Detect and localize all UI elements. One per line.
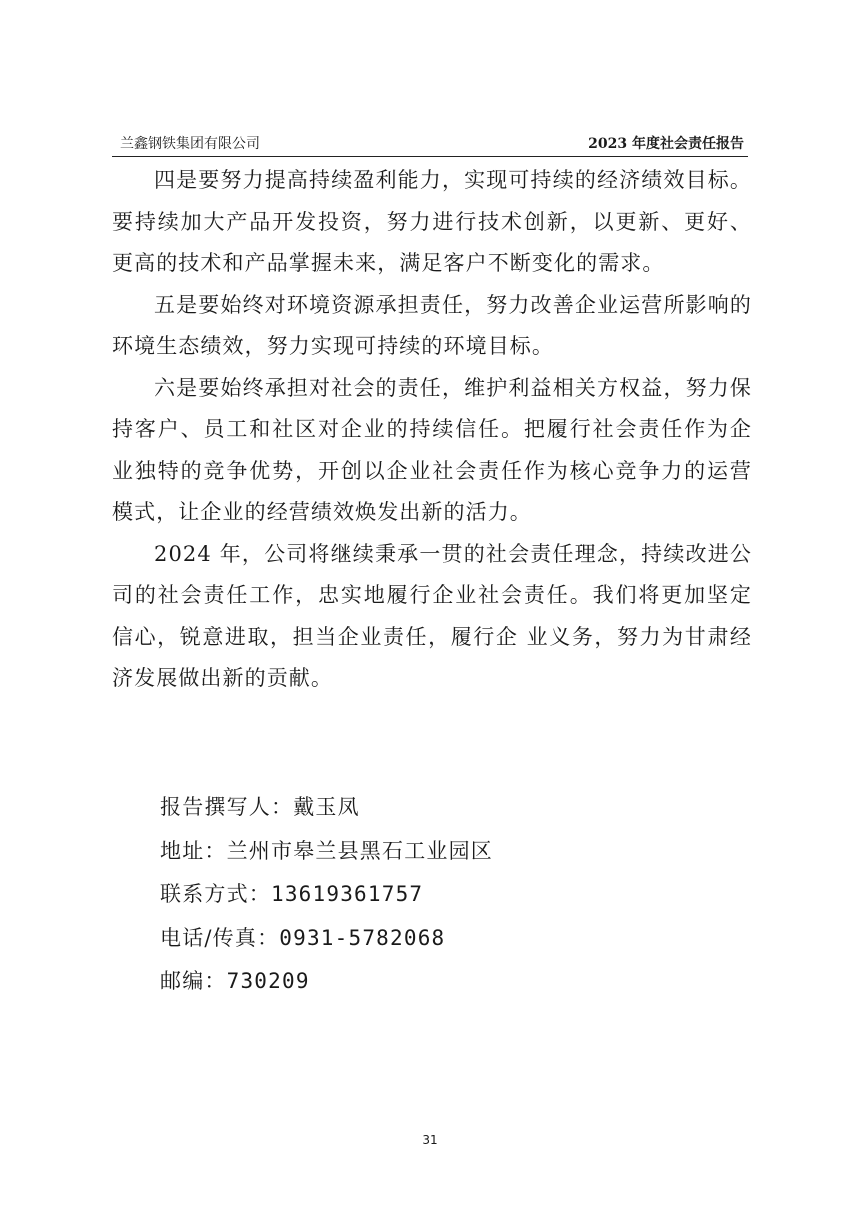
page-header [112,134,748,157]
paragraph-economic-goal: 四是要努力提高持续盈利能力，实现可持续的经济绩效目标。要持续加大产品开发投资，努力进行技术创新，以更新、更好、更高的技术和产品掌握未来，满足客户不断变化的需求。 [112,168,752,275]
author-label: 报告撰写人： [160,795,294,819]
contact-postcode-line [160,960,720,1004]
phone-value: 0931-5782068 [279,925,446,950]
phone-label: 电话/传真： [160,925,280,950]
paragraph-social-goal: 六是要始终承担对社会的责任，维护利益相关方权益，努力保持客户、员工和社区对企业的持续信任。把履行社会责任作为企业独特的竞争优势，开创以企业社会责任作为核心竞争力的运营模式，让企业的经营绩效焕发出新的活力。 [112,375,752,524]
header-report-title: 2023 年度社会责任报告 [588,136,744,152]
page-number: 31 [422,1133,438,1147]
contact-method-value: 13619361757 [271,882,424,906]
postcode-label: 邮编： [160,969,227,993]
paragraph-2024-outlook: 2024 年，公司将继续秉承一贯的社会责任理念，持续改进公司的社会责任工作，忠实地履行企业社会责任。我们将更加坚定信心，锐意进取，担当企业责任，履行企 业义务，努力为甘肃经济发展做出新的贡献。 [112,541,752,690]
postcode-value: 730209 [226,969,310,993]
address-label: 地址： [160,838,227,863]
contact-method-label: 联系方式： [160,882,271,906]
contact-phone-line [160,917,720,961]
address-value: 兰州市皋兰县黑石工业园区 [226,838,494,863]
contact-info [160,786,720,1004]
body-text [112,160,752,700]
contact-method-line [160,873,720,917]
contact-author-line [160,786,720,830]
header-company-name: 兰鑫钢铁集团有限公司 [120,136,260,152]
contact-address-line [160,830,720,874]
author-name: 戴玉凤 [293,795,360,819]
paragraph-environment-goal: 五是要始终对环境资源承担责任，努力改善企业运营所影响的环境生态绩效，努力实现可持续的环境目标。 [112,292,752,358]
